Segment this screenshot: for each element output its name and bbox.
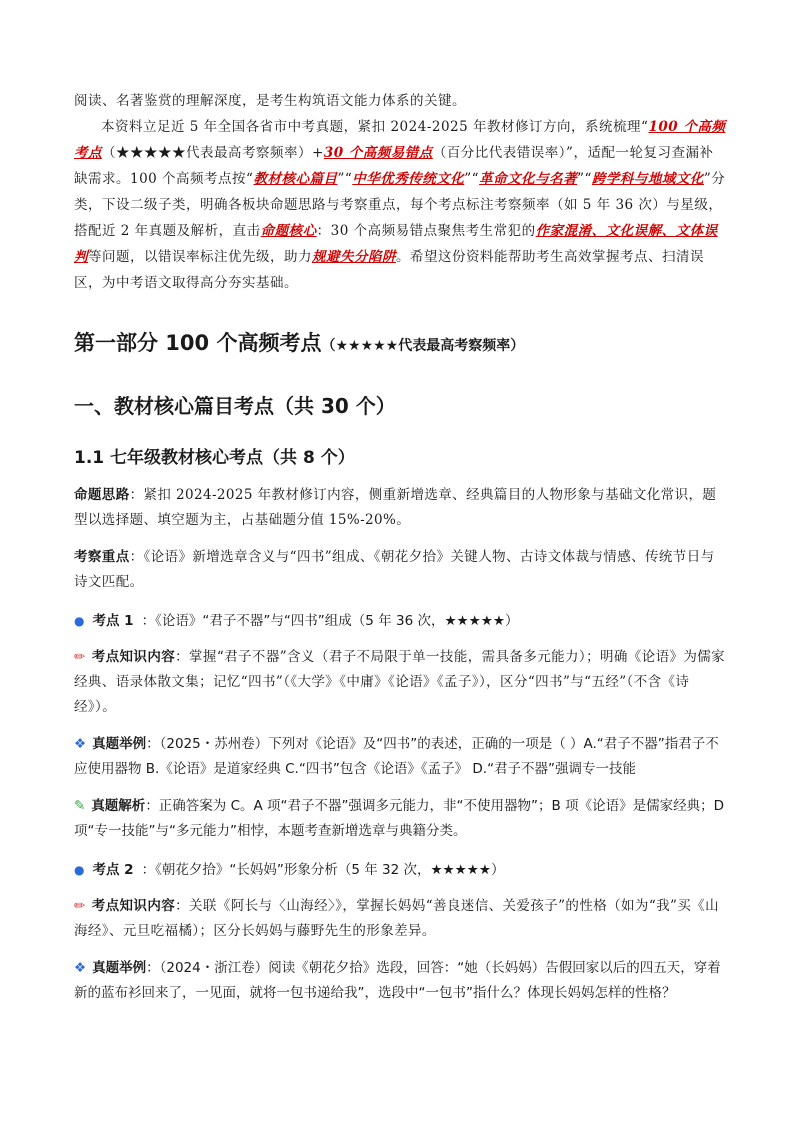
intro-text: ：30 个高频易错点聚焦考生常犯的	[316, 223, 536, 239]
part-subtitle: （★★★★★代表最高考察频率）	[321, 338, 525, 354]
part-title: 第一部分 100 个高频考点	[74, 331, 322, 355]
thinking-text: ：紧扣 2024-2025 年教材修订内容，侧重新增选章、经典篇目的人物形象与基础文化常识，题型以选择题、填空题为主，占基础题分值 15%-20%。	[74, 487, 717, 528]
intro-text: ”分类，下设二级子类，明确各板块命题思路与考察重点，每个考点标注考察频率（如 5 年 36 次）与星级，搭配近 2 年真题及解析，直击	[74, 171, 726, 239]
analysis-paragraph	[74, 794, 726, 844]
intro-paragraph-2	[74, 114, 726, 296]
intro-text: ”“	[337, 171, 353, 187]
section-heading: 一、教材核心篇目考点（共 30 个）	[74, 394, 396, 418]
highlight-text: 跨学科与地域文化	[591, 171, 704, 187]
analysis-label: 真题解析	[91, 798, 146, 814]
knowledge-paragraph	[74, 894, 726, 944]
diamond-icon: ❖	[74, 736, 87, 752]
pen-icon: ✎	[74, 798, 86, 814]
subsection-heading: 1.1 七年级教材核心考点（共 8 个）	[74, 448, 355, 468]
analysis-text: ：正确答案为 C。A 项“君子不器”强调多元能力，非“不使用器物”；B 项《论语》是儒家经典；D 项“专一技能”与“多元能力”相悖，本题考查新增选章与典籍分类。	[74, 798, 724, 839]
focus-text: ：《论语》新增选章含义与“四书”组成、《朝花夕拾》关键人物、古诗文体裁与情感、传统节日与诗文匹配。	[74, 549, 715, 590]
highlight-text: 作家混淆、文化误解、文体误判	[74, 223, 718, 265]
intro-text: ”“	[464, 171, 480, 187]
point-text: ：《朝花夕拾》“长妈妈”形象分析（5 年 32 次，★★★★★）	[141, 862, 505, 878]
pencil-icon: ✏	[74, 649, 86, 665]
example-label: 真题举例	[92, 736, 147, 752]
intro-text: 等问题，以错误率标注优先级，助力	[88, 249, 312, 265]
highlight-text: 规避失分陷阱	[312, 249, 396, 265]
intro-text: 本资料立足近 5 年全国各省市中考真题，紧扣 2024-2025 年教材修订方向，系统梳理“	[101, 119, 649, 135]
focus-label: 考察重点	[74, 549, 130, 565]
pencil-icon: ✏	[74, 898, 86, 914]
intro-text: ”“	[577, 171, 592, 187]
intro-paragraph-1	[74, 88, 726, 114]
diamond-icon: ❖	[74, 960, 87, 976]
highlight-text: 中华优秀传统文化	[352, 171, 465, 187]
highlight-text: 100 个高频考点	[74, 119, 726, 161]
knowledge-text: ：掌握“君子不器”含义（君子不局限于单一技能，需具备多元能力）；明确《论语》为儒家经典、语录体散文集；记忆“四书”（《大学》《中庸》《论语》《孟子》），区分“四书”与“五经”（不含《诗经》）。	[74, 649, 726, 715]
point-title	[74, 858, 726, 882]
intro-text: 阅读、名著鉴赏的理解深度，是考生构筑语文能力体系的关键。	[74, 93, 466, 109]
intro-text: （百分比代表错误率）”，适配一轮复习查漏补缺需求。100 个高频考点按“	[74, 145, 714, 187]
example-text: ：（2024・浙江卷）阅读《朝花夕拾》选段，回答：“她（长妈妈）告假回家以后的四五天，穿着新的蓝布衫回来了，一见面，就将一包书递给我”，选段中“一包书”指什么？体现长妈妈怎样的性格？	[74, 960, 721, 1001]
highlight-text: 革命文化与名著	[479, 171, 578, 187]
intro-text: 。希望这份资料能帮助考生高效掌握考点、扫清误区，为中考语文取得高分夯实基础。	[74, 249, 704, 291]
point-title	[74, 609, 726, 633]
example-label: 真题举例	[92, 960, 147, 976]
thinking-label: 命题思路	[74, 487, 130, 503]
point-text: ：《论语》“君子不器”与“四书”组成（5 年 36 次，★★★★★）	[141, 613, 519, 629]
example-paragraph	[74, 956, 726, 1006]
bullet-dot-icon: ●	[74, 863, 85, 877]
part-heading	[74, 328, 726, 361]
thinking-paragraph	[74, 483, 726, 533]
focus-paragraph	[74, 545, 726, 595]
bullet-dot-icon: ●	[74, 614, 85, 628]
knowledge-text: ：关联《阿长与〈山海经〉》，掌握长妈妈“善良迷信、关爱孩子”的性格（如为“我”买《山海经》、元旦吃福橘）；区分长妈妈与藤野先生的形象差异。	[74, 898, 720, 939]
highlight-text: 教材核心篇目	[253, 171, 338, 187]
point-label: 考点 1	[92, 613, 134, 629]
highlight-text: 30 个高频易错点	[323, 145, 433, 161]
highlight-text: 命题核心	[260, 223, 317, 239]
knowledge-paragraph	[74, 645, 726, 720]
intro-text: （★★★★★代表最高考察频率）+	[102, 145, 324, 161]
point-label: 考点 2	[92, 862, 134, 878]
example-paragraph	[74, 732, 726, 782]
knowledge-label: 考点知识内容	[91, 649, 176, 665]
knowledge-label: 考点知识内容	[91, 898, 176, 914]
example-text: ：（2025・苏州卷）下列对《论语》及“四书”的表述，正确的一项是（ ）A.“君子不器”指君子不应使用器物 B.《论语》是道家经典 C.“四书”包含《论语》《孟子》 D.“君子不器”强调专一技能	[74, 736, 719, 777]
